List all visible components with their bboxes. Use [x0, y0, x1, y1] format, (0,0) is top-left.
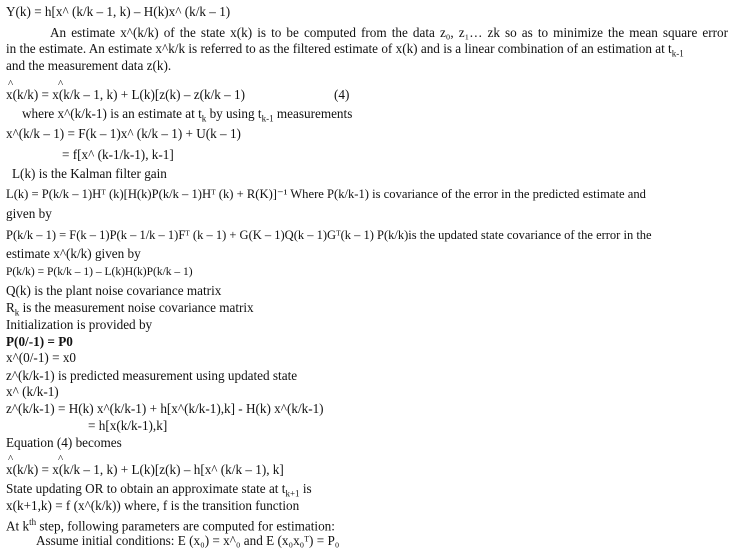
equation-line: x^(k/k – 1) = F(k – 1)x^ (k/k – 1) + U(k – 1) — [6, 126, 241, 141]
text-line: x(k+1,k) = f (x^(k/k)) where, f is the transition function — [6, 498, 300, 513]
subscript: k-1 — [671, 48, 684, 59]
subscript: k-1 — [261, 113, 274, 124]
text-line: z^(k/k-1) is predicted measurement using updated state — [6, 368, 298, 383]
text-line — [6, 515, 335, 533]
equation-line: x(k/k) = x(k/k – 1, k) + L(k)[z(k) – h[x^ (k/k – 1), k] — [6, 462, 284, 477]
hat-mark: ^ — [8, 78, 14, 90]
hat-mark: ^ — [58, 453, 64, 465]
text-line: Assume initial conditions: E (x₀) = x^₀ and E (x₀x₀ᵀ) = P₀ — [36, 533, 340, 548]
text-line: given by — [6, 206, 52, 221]
subscript: k — [201, 113, 207, 124]
text-line: Q(k) is the plant noise covariance matrix — [6, 283, 222, 298]
text-line: An estimate x^(k/k) of the state x(k) is to be computed from the data z₀, z₁… zk so as to minimize the mean square error — [50, 25, 728, 40]
text-span: measurements — [273, 106, 353, 121]
text-line — [22, 106, 352, 127]
equation-line: x^(0/-1) = x0 — [6, 350, 77, 365]
equation-line: = h[x(k/k-1),k] — [88, 418, 168, 433]
text-span: by using t — [206, 106, 262, 121]
text-line: Equation (4) becomes — [6, 435, 122, 450]
text-line: Y(k) = h[x^ (k/k – 1, k) – H(k)x^ (k/k – 1) — [6, 4, 231, 19]
text-line: L(k) is the Kalman filter gain — [12, 166, 167, 181]
text-span: R — [6, 300, 15, 315]
text-span: is — [299, 481, 312, 496]
text-span: step, following parameters are computed for estimation: — [36, 518, 335, 534]
hat-mark: ^ — [8, 453, 14, 465]
equation-line: P(0/-1) = P0 — [6, 334, 73, 349]
hat-mark: ^ — [58, 78, 64, 90]
text-line: L(k) = P(k/k – 1)Hᵀ (k)[H(k)P(k/k – 1)Hᵀ (k) + R(K)]⁻¹ Where P(k/k-1) is covariance of the error in the predicted estimate and — [6, 187, 646, 201]
equation-number: (4) — [334, 87, 350, 102]
subscript: k — [14, 307, 20, 318]
text-span: State updating OR to obtain an approximate state at t — [6, 481, 286, 496]
text-line: x^ (k/k-1) — [6, 384, 59, 399]
text-span: where x^(k/k-1) is an estimate at t — [22, 106, 202, 121]
text-span: is the measurement noise covariance matrix — [19, 300, 254, 315]
text-span: At k — [6, 518, 30, 534]
subscript: k+1 — [285, 488, 300, 499]
equation-line: P(k/k) = P(k/k – 1) – L(k)H(k)P(k/k – 1) — [6, 266, 193, 278]
superscript: th — [29, 517, 37, 527]
equation-line: x(k/k) = x(k/k – 1, k) + L(k)[z(k) – z(k/k – 1) — [6, 87, 245, 102]
text-span: in the estimate. An estimate x^k/k is referred to as the filtered estimate of x(k) and is a linear combination of an estimation at t — [6, 41, 672, 56]
text-line: estimate x^(k/k) given by — [6, 246, 141, 261]
equation-line: z^(k/k-1) = H(k) x^(k/k-1) + h[x^(k/k-1),k] - H(k) x^(k/k-1) — [6, 401, 324, 416]
equation-line: = f[x^ (k-1/k-1), k-1] — [62, 147, 174, 162]
text-line: Initialization is provided by — [6, 317, 153, 332]
text-line: P(k/k – 1) = F(k – 1)P(k – 1/k – 1)Fᵀ (k – 1) + G(K – 1)Q(k – 1)Gᵀ(k – 1) P(k/k)is the updated state covariance of the error in the — [6, 228, 652, 242]
text-line: and the measurement data z(k). — [6, 58, 172, 73]
